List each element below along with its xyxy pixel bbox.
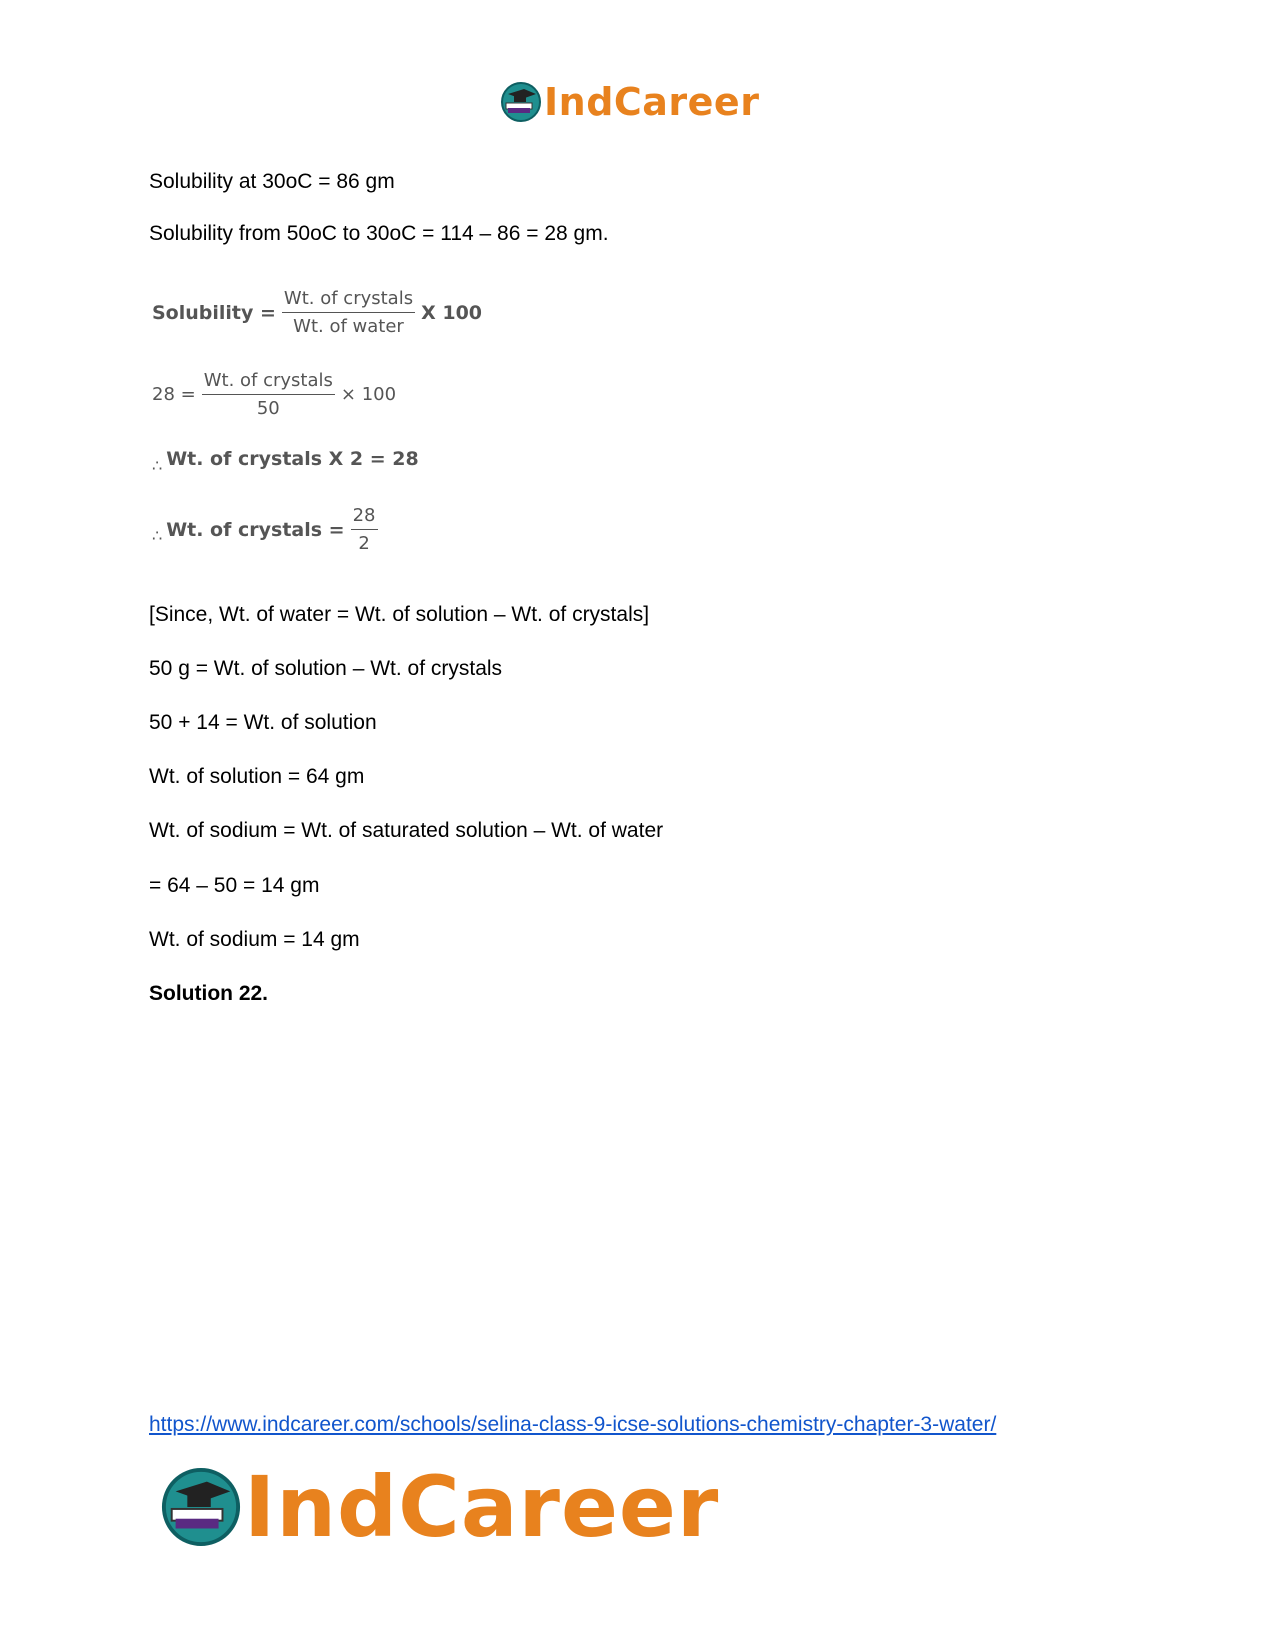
text-line-2: Solubility from 50oC to 30oC = 114 – 86 = 28 gm. bbox=[149, 222, 609, 245]
equation-therefore-2 bbox=[152, 505, 384, 554]
eq2-rhs: × 100 bbox=[340, 384, 397, 405]
text-line-7: Wt. of sodium = Wt. of saturated solution – Wt. of water bbox=[149, 819, 664, 842]
text-line-9: Wt. of sodium = 14 gm bbox=[149, 928, 360, 951]
header-logo bbox=[500, 80, 759, 124]
footer-logo-text: IndCareer bbox=[244, 1458, 720, 1556]
eq1-lhs: Solubility = bbox=[152, 301, 276, 324]
eq4-denominator: 2 bbox=[358, 533, 370, 554]
footer-logo bbox=[160, 1458, 720, 1556]
text-line-3: [Since, Wt. of water = Wt. of solution – Wt. of crystals] bbox=[149, 603, 650, 626]
eq2-lhs: 28 = bbox=[152, 384, 196, 405]
source-url-link[interactable]: https://www.indcareer.com/schools/selina-class-9-icse-solutions-chemistry-chapter-3-water/ bbox=[149, 1413, 997, 1436]
header-logo-text: IndCareer bbox=[544, 80, 760, 124]
eq1-fraction bbox=[282, 288, 415, 337]
eq2-fraction bbox=[202, 370, 335, 419]
therefore-symbol: ∴ bbox=[152, 455, 163, 475]
eq4-lhs: Wt. of crystals = bbox=[166, 518, 345, 541]
text-line-6: Wt. of solution = 64 gm bbox=[149, 765, 365, 788]
equation-therefore-1 bbox=[152, 448, 419, 475]
eq4-fraction bbox=[351, 505, 378, 554]
eq2-numerator: Wt. of crystals bbox=[202, 370, 335, 395]
equation-solubility bbox=[152, 288, 482, 337]
graduation-book-icon bbox=[160, 1466, 242, 1548]
graduation-book-icon bbox=[500, 81, 542, 123]
text-line-5: 50 + 14 = Wt. of solution bbox=[149, 711, 377, 734]
equation-28 bbox=[152, 370, 396, 419]
text-line-8: = 64 – 50 = 14 gm bbox=[149, 874, 320, 897]
eq1-denominator: Wt. of water bbox=[293, 316, 404, 337]
solution-heading: Solution 22. bbox=[149, 982, 269, 1005]
text-line-1: Solubility at 30oC = 86 gm bbox=[149, 170, 395, 193]
eq2-denominator: 50 bbox=[256, 398, 280, 419]
eq4-numerator: 28 bbox=[351, 505, 378, 530]
text-line-4: 50 g = Wt. of solution – Wt. of crystals bbox=[149, 657, 503, 680]
eq1-numerator: Wt. of crystals bbox=[282, 288, 415, 313]
eq1-rhs: X 100 bbox=[421, 301, 483, 324]
therefore-symbol: ∴ bbox=[152, 526, 163, 545]
eq3-text: Wt. of crystals X 2 = 28 bbox=[166, 448, 419, 470]
